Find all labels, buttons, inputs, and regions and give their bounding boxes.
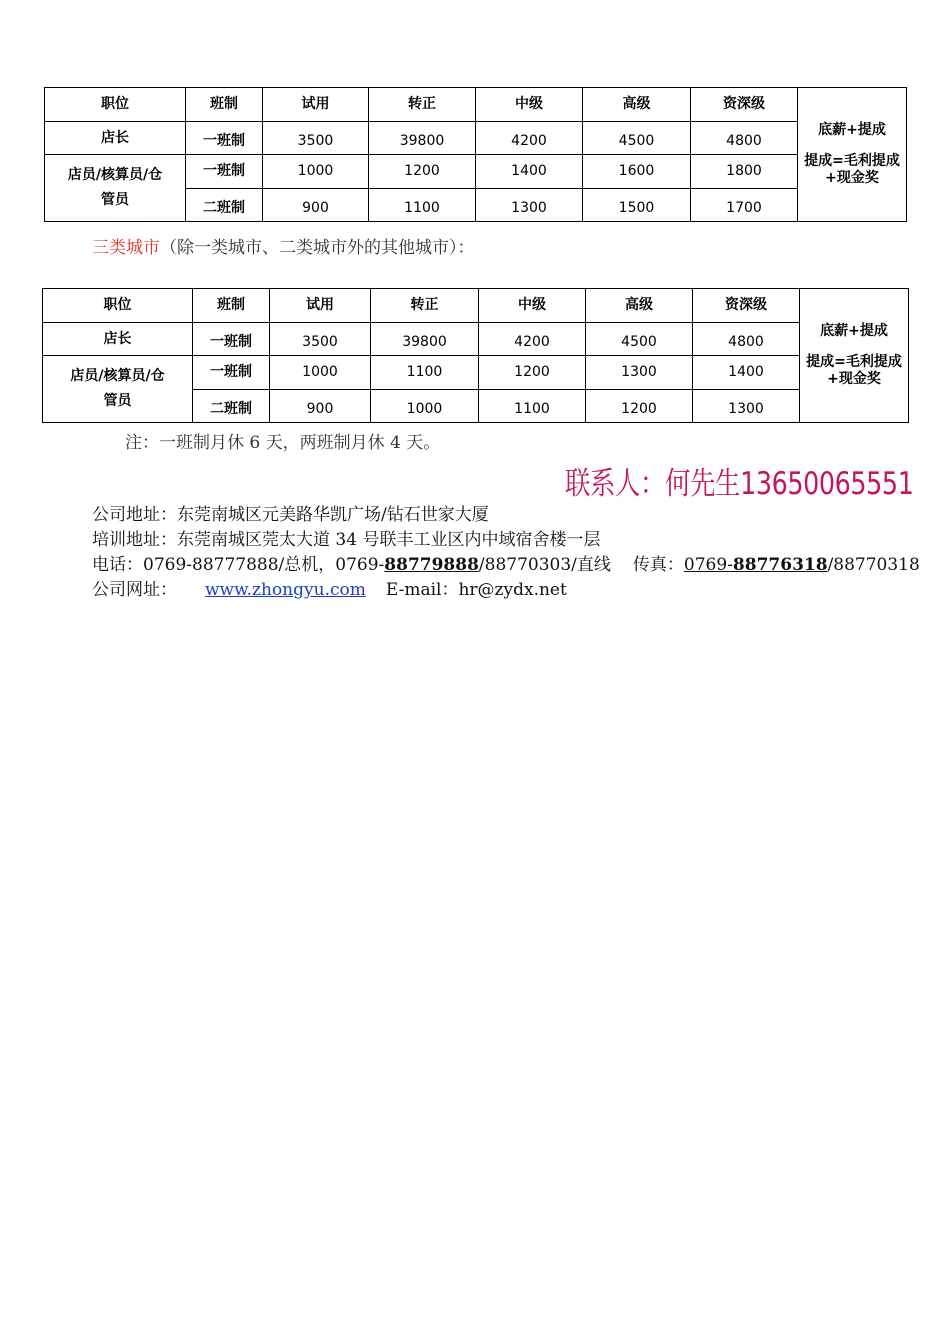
value-cell: 39800 — [369, 122, 476, 155]
header-intermediate: 中级 — [479, 289, 586, 323]
value-cell: 1300 — [586, 356, 693, 390]
value-cell: 1000 — [263, 155, 369, 189]
value-cell: 1000 — [371, 390, 479, 423]
header-position: 职位 — [45, 88, 186, 122]
phone-prefix: 0769- — [335, 555, 385, 575]
training-address-line — [92, 525, 600, 550]
header-senior: 高级 — [583, 88, 691, 122]
value-cell: 39800 — [371, 323, 479, 356]
shift-cell: 一班制 — [186, 122, 263, 155]
contact-person: 联系人：何先生13650065551 — [565, 466, 914, 502]
table-row — [43, 323, 909, 356]
shift-cell: 二班制 — [186, 189, 263, 222]
header-shift: 班制 — [193, 289, 270, 323]
header-intermediate: 中级 — [476, 88, 583, 122]
shift-cell: 二班制 — [193, 390, 270, 423]
phone-label: 电话： — [92, 555, 143, 575]
value-cell: 4800 — [691, 122, 798, 155]
value-cell: 3500 — [270, 323, 371, 356]
shift-cell: 一班制 — [193, 323, 270, 356]
address-value: 东莞南城区元美路华凯广场/钻石世家大厦 — [177, 505, 489, 525]
header-expert: 资深级 — [691, 88, 798, 122]
city-category-label: 三类城市 — [92, 238, 160, 258]
value-cell: 3500 — [263, 122, 369, 155]
training-value: 东莞南城区莞太大道 34 号联丰工业区内中域宿舍楼一层 — [177, 530, 601, 550]
phone-rest: /88770303/直线 — [478, 555, 611, 575]
value-cell: 4500 — [583, 122, 691, 155]
address-label: 公司地址： — [92, 505, 177, 525]
email: E-mail：hr@zydx.net — [385, 580, 567, 600]
value-cell: 1500 — [583, 189, 691, 222]
table-row — [43, 356, 909, 390]
table-row — [45, 122, 907, 155]
fax-label: 传真： — [632, 555, 684, 575]
website-line — [92, 575, 567, 600]
shift-cell: 一班制 — [193, 356, 270, 390]
value-cell: 1100 — [479, 390, 586, 423]
remark-line: 提成=毛利提成 — [806, 354, 902, 371]
company-address-line — [92, 500, 489, 525]
remark-line: 底薪+提成 — [818, 122, 886, 139]
salary-table-2 — [42, 288, 909, 423]
value-cell: 1200 — [479, 356, 586, 390]
remarks-cell — [798, 88, 907, 222]
phone-direct-bold: 88779888 — [384, 555, 479, 575]
fax-prefix: 0769- — [683, 555, 733, 575]
value-cell: 1400 — [693, 356, 800, 390]
phone-line — [92, 550, 920, 575]
remark-line: +现金奖 — [827, 370, 881, 387]
value-cell: 1600 — [583, 155, 691, 189]
value-cell: 4800 — [693, 323, 800, 356]
header-regular: 转正 — [369, 88, 476, 122]
shift-cell: 一班制 — [186, 155, 263, 189]
salary-table-1 — [44, 87, 907, 222]
header-expert: 资深级 — [693, 289, 800, 323]
value-cell: 900 — [263, 189, 369, 222]
fax-bold: 88776318 — [732, 555, 828, 575]
city-category-description: （除一类城市、二类城市外的其他城市）： — [160, 238, 475, 258]
role-cell: 店长 — [43, 323, 193, 356]
remarks-cell — [800, 289, 909, 423]
city-category-heading — [92, 233, 475, 258]
role-cell: 店员/核算员/仓管员 — [43, 356, 193, 423]
website-link[interactable]: www.zhongyu.com — [205, 580, 366, 600]
training-label: 培训地址： — [92, 530, 177, 550]
remark-line: 底薪+提成 — [820, 323, 888, 340]
value-cell: 900 — [270, 390, 371, 423]
header-probation: 试用 — [270, 289, 371, 323]
header-senior: 高级 — [586, 289, 693, 323]
value-cell: 4500 — [586, 323, 693, 356]
value-cell: 1800 — [691, 155, 798, 189]
value-cell: 1100 — [369, 189, 476, 222]
header-regular: 转正 — [371, 289, 479, 323]
website-label: 公司网址： — [92, 580, 177, 600]
header-probation: 试用 — [263, 88, 369, 122]
role-cell: 店长 — [45, 122, 186, 155]
value-cell: 1400 — [476, 155, 583, 189]
remark-line: +现金奖 — [825, 169, 879, 186]
value-cell: 1200 — [586, 390, 693, 423]
value-cell: 1300 — [693, 390, 800, 423]
value-cell: 1200 — [369, 155, 476, 189]
phone-main: 0769-88777888/总机， — [143, 555, 336, 575]
header-position: 职位 — [43, 289, 193, 323]
header-shift: 班制 — [186, 88, 263, 122]
rest-days-note: 注：一班制月休 6 天，两班制月休 4 天。 — [125, 433, 441, 453]
value-cell: 1300 — [476, 189, 583, 222]
value-cell: 4200 — [476, 122, 583, 155]
value-cell: 1100 — [371, 356, 479, 390]
value-cell: 4200 — [479, 323, 586, 356]
value-cell: 1700 — [691, 189, 798, 222]
value-cell: 1000 — [270, 356, 371, 390]
table-row — [45, 155, 907, 189]
fax-rest: /88770318 — [827, 555, 920, 575]
remark-line: 提成=毛利提成 — [804, 153, 900, 170]
role-cell: 店员/核算员/仓管员 — [45, 155, 186, 222]
